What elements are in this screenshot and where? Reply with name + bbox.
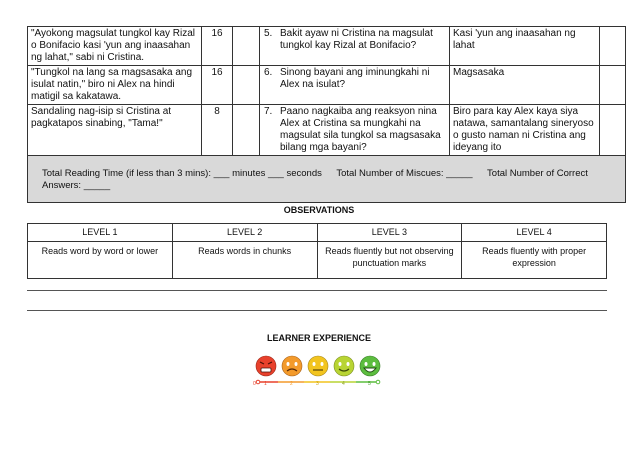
learner-experience-title: LEARNER EXPERIENCE — [266, 333, 372, 343]
notes-line-1 — [27, 290, 607, 291]
passage-cell: "Tungkol na lang sa magsasaka ang isulat natin," biro ni Alex na hindi matigil sa kakatawa. — [28, 66, 202, 105]
level-4-description: Reads fluently with proper expression — [462, 242, 607, 279]
scale-label-2: 2 — [290, 381, 293, 387]
level-4-label: LEVEL 4 — [462, 224, 607, 242]
scale-label-5: 5 — [368, 381, 371, 387]
question-cell — [260, 105, 450, 156]
level-2-description: Reads words in chunks — [172, 242, 317, 279]
level-3-label: LEVEL 3 — [317, 224, 462, 242]
mark-cell — [600, 105, 626, 156]
question-number: 7. — [264, 106, 273, 117]
scale-label-4: 4 — [342, 381, 345, 387]
scale-label-0: 0 — [253, 381, 256, 387]
reading-row — [28, 66, 626, 105]
blank-cell — [233, 27, 260, 66]
word-count-cell: 8 — [202, 105, 233, 156]
unhappy-face-icon — [282, 356, 302, 376]
answer-cell: Kasi 'yun ang inaasahan ng lahat — [450, 27, 600, 66]
answer-cell: Biro para kay Alex kaya siya natawa, samantalang sineryoso o gusto naman ni Cristina ang ideyang ito — [450, 105, 600, 156]
very-happy-face-icon — [360, 356, 380, 376]
question-text: Bakit ayaw ni Cristina na magsulat tungkol kay Rizal at Bonifacio? — [280, 28, 433, 51]
question-text: Sinong bayani ang iminungkahi ni Alex na isulat? — [280, 67, 430, 90]
total-correct-answers: Total Number of Correct Answers: _____ — [42, 168, 588, 191]
passage-cell: Sandaling nag-isip si Cristina at pagkatapos sinabing, "Tama!" — [28, 105, 202, 156]
word-count-cell: 16 — [202, 66, 233, 105]
level-1-label: LEVEL 1 — [28, 224, 173, 242]
level-3-description: Reads fluently but not observing punctuation marks — [317, 242, 462, 279]
question-text: Paano nagkaiba ang reaksyon nina Alex at Cristina sa mungkahi na magsulat sila tungkol sa magsasaka bilang mga bayani? — [280, 106, 441, 153]
neutral-face-icon — [308, 356, 328, 376]
reading-row — [28, 27, 626, 66]
answer-cell: Magsasaka — [450, 66, 600, 105]
level-2-label: LEVEL 2 — [172, 224, 317, 242]
observations-table — [27, 223, 607, 279]
scale-label-3: 3 — [316, 381, 319, 387]
reading-row — [28, 105, 626, 156]
emoji-rating-scale — [250, 354, 386, 390]
mark-cell — [600, 27, 626, 66]
reading-table — [27, 26, 626, 203]
question-number: 6. — [264, 67, 273, 78]
question-number: 5. — [264, 28, 273, 39]
passage-cell: "Ayokong magsulat tungkol kay Rizal o Bonifacio kasi 'yun ang inaasahan ng lahat," sabi ni Cristina. — [28, 27, 202, 66]
blank-cell — [233, 66, 260, 105]
blank-cell — [233, 105, 260, 156]
level-1-description: Reads word by word or lower — [28, 242, 173, 279]
word-count-cell: 16 — [202, 27, 233, 66]
question-cell — [260, 27, 450, 66]
scale-label-1: 1 — [264, 381, 267, 387]
question-cell — [260, 66, 450, 105]
very-angry-face-icon — [256, 356, 276, 376]
total-reading-time: Total Reading Time (if less than 3 mins): ___ minutes ___ seconds — [42, 168, 322, 179]
happy-face-icon — [334, 356, 354, 376]
totals-row — [28, 156, 626, 203]
observations-title: OBSERVATIONS — [283, 205, 355, 215]
mark-cell — [600, 66, 626, 105]
notes-line-2 — [27, 310, 607, 311]
total-miscues: Total Number of Miscues: _____ — [336, 168, 473, 179]
